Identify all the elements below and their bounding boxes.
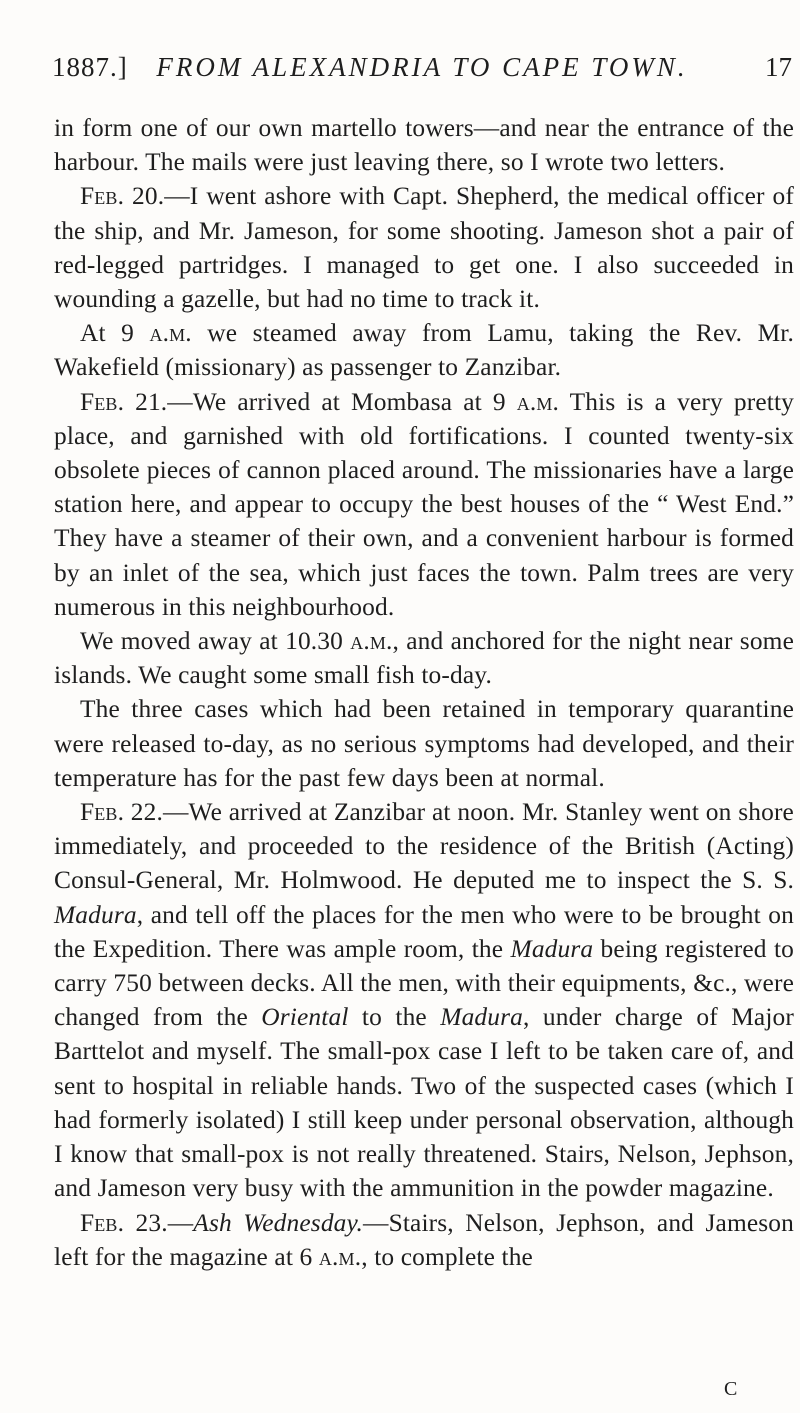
text-run: , and anchored for the night near some islands. We caught some small fish to-day.: [54, 627, 794, 690]
text-run: The three cases which had been retained in temporary quarantine were released to-day, as no serious symptoms had developed, and their temperature has for the past few days been at normal.: [54, 695, 794, 792]
text-run: Feb. 23.: [80, 1208, 168, 1237]
text-run: a.m.: [516, 387, 560, 416]
text-run: This is a very pretty place, and garnished with old fortifications. I counted twenty-six obsolete pieces of cannon placed around. The missionaries have a large station here, and appear to occupy the best houses of the “ West End.” They have a steamer of their own, and a convenient harbour is formed by an inlet of the sea, which just faces the town. Palm trees are very numerous in this neighbourhood.: [54, 387, 794, 621]
text-run: in form one of our own martello towers—and near the entrance of the harbour. The mails were just leaving there, so I wrote two letters.: [54, 114, 794, 177]
text-run: —We arrived at Zanzibar at noon. Mr. Stanley went on shore immediately, and proceeded to the residence of the British (Acting) Consul-General, Mr. Holmwood. He deputed me to inspect the S. S.: [54, 798, 794, 895]
text-run: Madura: [510, 934, 594, 963]
paragraph: [54, 692, 794, 795]
text-run: Ash Wednesday.: [193, 1208, 364, 1237]
text-run: —: [167, 1208, 194, 1237]
header-year: 1887.]: [52, 52, 128, 82]
text-run: Madura: [54, 900, 137, 929]
text-run: At 9: [80, 319, 150, 348]
text-run: , under charge of Major Barttelot and myself. The small-pox case I left to be taken care of, and sent to hospital in reliable hands. Two of the suspected cases (which I had formerly isolated) I still keep under personal observation, although I know that small-pox is not really threatened. Stairs, Nelson, Jephson, and Jameson very busy with the ammunition in the powder magazine.: [54, 1003, 794, 1203]
text-run: , and tell off the places for the men who were to be brought on the Expedition. There was ample room, the: [54, 900, 794, 963]
text-run: We moved away at 10.30: [80, 627, 351, 656]
text-run: Madura: [440, 1003, 523, 1032]
text-run: Feb. 21.: [80, 387, 168, 416]
running-header: [52, 52, 792, 92]
text-run: , to complete the: [361, 1242, 533, 1271]
text-run: —Stairs, Nelson, Jephson, and Jameson left for the magazine at 6: [54, 1208, 794, 1271]
header-title: FROM ALEXANDRIA TO CAPE TOWN.: [156, 52, 688, 82]
text-run: —I went ashore with Capt. Shepherd, the medical officer of the ship, and Mr. Jameson, for some shooting. Jameson shot a pair of red-legged partridges. I managed to get one. I also succeeded in wounding a gazelle, but had no time to track it.: [54, 182, 794, 314]
paragraph: [54, 385, 794, 624]
text-run: a.m.: [149, 319, 192, 348]
text-run: —We arrived at Mombasa at 9: [167, 387, 517, 416]
paragraph: [54, 111, 794, 179]
text-run: to the: [348, 1003, 441, 1032]
paragraph: [54, 316, 794, 384]
text-run: Oriental: [261, 1003, 349, 1032]
paragraph: [54, 624, 794, 692]
body-text: [54, 111, 794, 1274]
text-run: Feb. 22.: [80, 798, 163, 827]
text-run: a.m.: [350, 627, 393, 656]
text-run: a.m.: [318, 1242, 362, 1271]
text-run: we steamed away from Lamu, taking the Rev. Mr. Wakefield (missionary) as passenger to Zanzibar.: [54, 319, 795, 382]
text-run: Feb. 20.: [80, 182, 165, 211]
signature-mark: C: [724, 1378, 739, 1400]
paragraph: [54, 1206, 794, 1274]
text-run: being registered to carry 750 between decks. All the men, with their equipments, &c., were changed from the: [54, 934, 795, 1032]
paragraph: [54, 179, 794, 316]
paragraph: [54, 795, 794, 1205]
page-number: 17: [765, 52, 792, 82]
